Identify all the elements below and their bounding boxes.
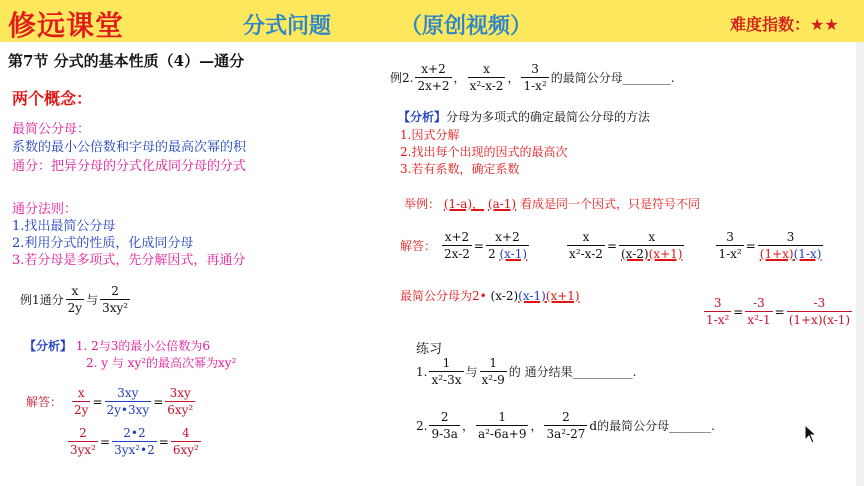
fraction: $\frac{x}{2y}$: [67, 284, 83, 315]
lcd-result-prefix: 最简公分母为2•: [400, 289, 487, 303]
fraction: $\frac{3}{(1+x)(1-x)}$: [759, 230, 822, 261]
sign-transform: [702, 296, 854, 327]
solution-row-1: [26, 386, 197, 417]
fraction: $\frac{x}{(x-2)(x+1)}$: [621, 230, 683, 261]
comma: ，: [453, 71, 466, 85]
right-border: [856, 42, 864, 486]
and-word: 与: [86, 293, 99, 307]
practice-title: 练习: [416, 342, 443, 357]
fraction: $\frac{3}{\text{1-x²}}$: [706, 296, 730, 327]
fraction: $\frac{x}{2y}$: [74, 386, 89, 417]
practice-1-number: 1.: [416, 364, 428, 379]
and-word: 与: [465, 365, 478, 379]
equals-sign: =: [745, 238, 756, 253]
fraction: $\frac{x+2}{2x-2}$: [444, 230, 470, 261]
fraction: $\frac{2}{9-3a}$: [431, 410, 458, 441]
section-title: 第7节 分式的基本性质（4）—通分: [8, 52, 245, 70]
practice-2-number: 2.: [416, 418, 428, 433]
solution-label: 解答：: [400, 239, 437, 253]
analysis-label: 【分析】: [398, 110, 447, 124]
fraction: $\frac{3xy}{\text{6xy²}}$: [167, 386, 194, 417]
example-factor-a: (1-a)，: [443, 197, 485, 211]
mouse-cursor-icon: [804, 424, 818, 444]
concepts-title: 两个概念：: [12, 89, 93, 108]
difficulty-rating: [730, 12, 839, 35]
example-2: [390, 62, 675, 93]
difficulty-label: 难度指数：: [730, 15, 811, 34]
solution-row-2: [66, 426, 203, 457]
fraction: $\frac{2}{\text{3xy²}}$: [102, 284, 129, 315]
solution-row: [400, 230, 825, 261]
example-2-label: 例2.: [390, 71, 414, 85]
method-2: 2.找出每个出现的因式的最高次: [400, 145, 568, 159]
lcd-label: 最简公分母：: [12, 122, 91, 137]
lcd-factor-2: (x-1): [518, 289, 546, 303]
fraction: $\frac{2•2}{\text{3yx²•2}}$: [114, 426, 155, 457]
example-1-label: 例1通分: [20, 293, 64, 307]
fraction: $\frac{x+2}{2x+2}$: [417, 62, 450, 93]
analysis-text: 分母为多项式的确定最简公分母的方法: [446, 110, 651, 124]
tongfen-definition: 通分：把异分母的分式化成同分母的分式: [12, 159, 247, 174]
source-title: （原创视频）: [400, 14, 533, 39]
fraction: $\frac{3xy}{2y•3xy}$: [106, 386, 150, 417]
practice-2-tail: d的最简公分母_______.: [589, 419, 715, 433]
example-row: [404, 195, 700, 212]
header-banner: [0, 0, 864, 42]
comma: ，: [507, 71, 520, 85]
analysis-line-1: [24, 337, 210, 354]
fraction: $\frac{x+2}{2 (x-1)}$: [487, 230, 528, 261]
equals-sign: =: [774, 304, 785, 319]
fraction: $\frac{1}{\text{x²-3x}}$: [431, 356, 462, 387]
method-1: 1.因式分解: [400, 128, 460, 142]
example-1: [20, 284, 132, 315]
example-text: 看成是同一个因式，只是符号不同: [519, 197, 700, 211]
example-factor-b: (a-1): [487, 197, 517, 211]
fraction: $\frac{3}{\text{1-x²}}$: [523, 62, 547, 93]
analysis-text-2: 2. y 与 xy²的最高次幂为xy²: [86, 356, 237, 370]
fraction: $\frac{-3}{\text{x²-1}}$: [747, 296, 771, 327]
practice-1: [416, 356, 636, 387]
subject-title: 分式问题: [243, 14, 332, 39]
analysis-text-1: 1. 2与3的最小公倍数为6: [75, 339, 211, 353]
rules-title: 通分法则：: [12, 202, 78, 217]
fraction: $\frac{x}{\text{x²-x-2}}$: [569, 230, 603, 261]
equals-sign: =: [100, 434, 111, 449]
difficulty-stars: ★★: [810, 15, 839, 34]
equals-sign: =: [733, 304, 744, 319]
rule-1: 1.找出最简公分母: [12, 219, 116, 234]
rule-3: 3.若分母是多项式，先分解因式，再通分: [12, 253, 246, 268]
lcd-definition: 系数的最小公倍数和字母的最高次幂的积: [12, 140, 247, 155]
equals-sign: =: [606, 238, 617, 253]
equals-sign: =: [153, 394, 164, 409]
fraction: $\frac{3}{\text{1-x²}}$: [718, 230, 742, 261]
fraction: $\frac{x}{\text{x²-x-2}}$: [469, 62, 504, 93]
method-3: 3.若有系数，确定系数: [400, 162, 520, 176]
fraction: $\frac{4}{\text{6xy²}}$: [172, 426, 199, 457]
fraction: $\frac{1}{\text{x²-9}}$: [481, 356, 505, 387]
comma: ，: [461, 419, 474, 433]
fraction: $\frac{2}{\text{3a²-27}}$: [546, 410, 586, 441]
example-label: 举例：: [404, 197, 441, 211]
rule-2: 2.利用分式的性质，化成同分母: [12, 236, 194, 251]
solution-label: 解答：: [26, 395, 63, 409]
lcd-factor-1: (x-2): [490, 289, 519, 303]
lcd-result-line: [400, 287, 580, 304]
equals-sign: =: [473, 238, 484, 253]
equals-sign: =: [92, 394, 103, 409]
practice-1-tail: 的 通分结果__________.: [508, 365, 637, 379]
fraction: $\frac{1}{\text{a²-6a+9}}$: [477, 410, 527, 441]
comma: ，: [530, 419, 543, 433]
logo-title: 修远课堂: [8, 9, 125, 42]
fraction: $\frac{-3}{(1+x)(x-1)}$: [788, 296, 851, 327]
lcd-factor-3: (x+1): [545, 289, 580, 303]
practice-2: [416, 410, 715, 441]
analysis-row: [398, 108, 650, 125]
example-2-tail: 的最简公分母________.: [550, 71, 675, 85]
equals-sign: =: [158, 434, 169, 449]
fraction: $\frac{2}{\text{3yx²}}$: [70, 426, 96, 457]
analysis-label: 【分析】: [24, 339, 73, 353]
